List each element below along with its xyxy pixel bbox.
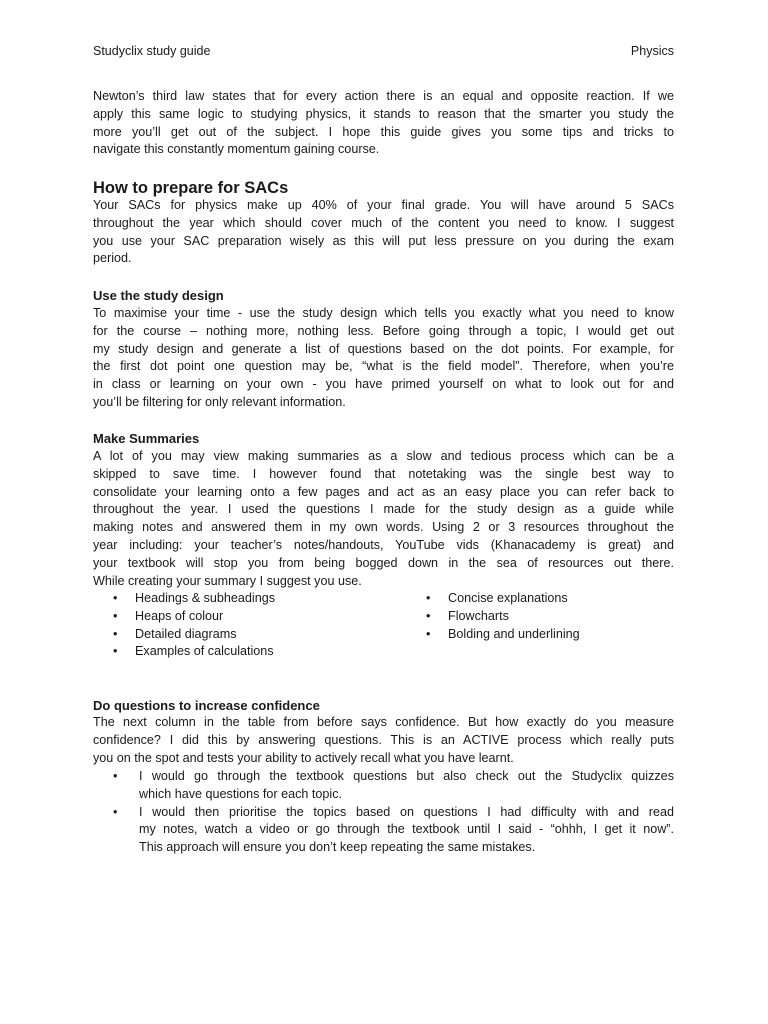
text-line: This approach will ensure you don’t keep repeating the same mistakes. <box>139 840 536 855</box>
bullet-text: Headings & subheadings <box>135 591 276 605</box>
header-subject: Physics <box>630 44 674 58</box>
text-line: my notes, watch a video or go through the textbook until I said - “ohhh, I get it now”. <box>139 822 674 837</box>
bullet-text: Bolding and underlining <box>448 626 580 641</box>
text-line: While creating your summary I suggest you use. <box>93 573 362 588</box>
bullet-text: Concise explanations <box>448 591 568 605</box>
heading-study-design: Use the study design <box>93 288 224 303</box>
questions-paragraph <box>93 714 674 767</box>
text-line: you’ll be filtering for only relevant information. <box>93 394 346 409</box>
text-line: navigate this constantly momentum gaining course. <box>93 142 380 157</box>
bullet-icon: • <box>113 804 118 819</box>
text-line: you on the spot and tests your ability to actively recall what you have learnt. <box>93 750 514 765</box>
bullet-text: Examples of calculations <box>135 644 274 659</box>
text-line: your textbook will stop you from being bogged down in the sea of resources out there. <box>93 555 674 570</box>
text-line: apply this same logic to studying physics, it stands to reason that the smarter you study the <box>93 106 674 121</box>
bullet-icon: • <box>426 626 431 641</box>
bullet-icon: • <box>113 769 118 783</box>
text-line: I would then prioritise the topics based on questions I had difficulty with and read <box>139 804 674 819</box>
heading-make-summaries: Make Summaries <box>93 431 200 446</box>
text-line: throughout the year. I used the questions I made for the study design as a guide while <box>93 502 674 517</box>
heading-prepare-sacs: How to prepare for SACs <box>93 179 289 197</box>
bullet-icon: • <box>113 608 118 623</box>
bullet-text <box>139 768 674 804</box>
text-line: To maximise your time - use the study design which tells you exactly what you need to know <box>93 306 674 320</box>
text-line: confidence? I did this by answering questions. This is an ACTIVE process which really puts <box>93 732 674 747</box>
text-line: year including: your teacher’s notes/handouts, YouTube vids (Khanacademy is great) and <box>93 537 674 552</box>
text-line: which have questions for each topic. <box>139 786 343 801</box>
text-line: making notes and answered them in my own words. Using 2 or 3 resources throughout the <box>93 520 674 535</box>
heading-do-questions: Do questions to increase confidence <box>93 698 320 713</box>
text-line: period. <box>93 251 132 266</box>
bullet-icon: • <box>113 644 118 659</box>
text-line: skipped to save time. I however found that notetaking was the single best way to <box>93 466 674 481</box>
text-line: the first dot point one question may be, “what is the field model”. Therefore, when you’re <box>93 359 674 374</box>
text-line: throughout the year which should cover much of the content you need to know. I suggest <box>93 215 674 230</box>
bullet-icon: • <box>426 608 431 623</box>
bullet-text: Flowcharts <box>448 608 509 623</box>
text-line: A lot of you may view making summaries as a slow and tedious process which can be a <box>93 449 674 463</box>
text-line: consolidate your learning onto a few pages and act as an easy place you can refer back to <box>93 484 674 499</box>
bullet-icon: • <box>426 591 431 605</box>
text-line: you use your SAC preparation wisely as this will put less pressure on you during the exam <box>93 233 674 248</box>
sac-paragraph <box>93 197 674 268</box>
text-line: Newton’s third law states that for every action there is an equal and opposite reaction. If we <box>93 89 674 103</box>
bullet-icon: • <box>113 591 118 605</box>
text-line: more you’ll get out of the subject. I hope this guide gives you some tips and tricks to <box>93 124 674 139</box>
text-line: Your SACs for physics make up 40% of your final grade. You will have around 5 SACs <box>93 198 674 212</box>
text-line: The next column in the table from before says confidence. But how exactly do you measure <box>93 715 674 729</box>
text-line: my study design and generate a list of questions based on the dot points. For example, for <box>93 341 674 356</box>
intro-paragraph <box>93 88 674 159</box>
text-line: I would go through the textbook questions but also check out the Studyclix quizzes <box>139 769 674 783</box>
bullet-icon: • <box>113 626 118 641</box>
bullet-text: Detailed diagrams <box>135 626 237 641</box>
study-design-paragraph <box>93 305 674 412</box>
bullet-text <box>139 804 674 857</box>
text-line: in class or learning on your own - you have primed yourself on what to look out for and <box>93 377 674 392</box>
header-title: Studyclix study guide <box>93 44 211 58</box>
text-line: for the course – nothing more, nothing less. Before going through a topic, I would get out <box>93 323 674 338</box>
summaries-paragraph <box>93 448 674 590</box>
bullet-text: Heaps of colour <box>135 608 224 623</box>
